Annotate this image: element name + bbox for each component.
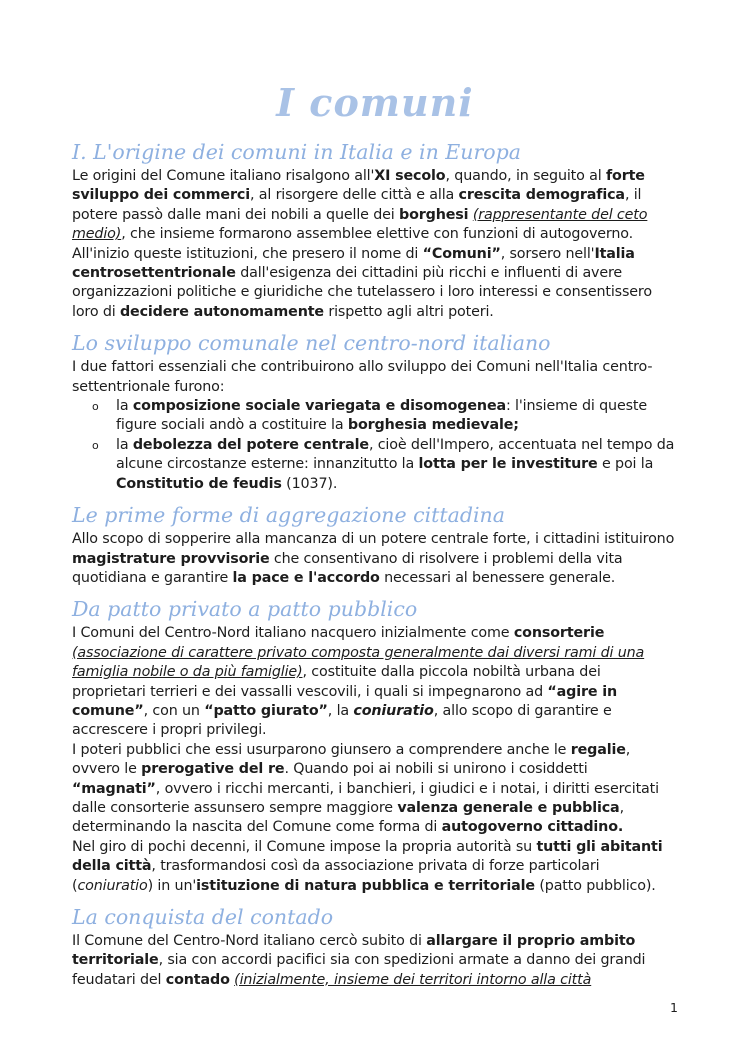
page-number: 1 [670,1000,678,1015]
section-origine [72,137,678,322]
section-heading: Da patto privato a patto pubblico [72,597,418,622]
list-item: o la debolezza del potere centrale, cioè dell'Impero, accentuata nel tempo da alcune circostanze esterne: innanzitutto la lotta per le investiture e poi la Constitutio de feudis (1037). [116,436,678,494]
section-heading: Lo sviluppo comunale nel centro-nord italiano [72,331,551,356]
section-heading: I. L'origine dei comuni in Italia e in Europa [72,140,521,164]
paragraph: Il Comune del Centro-Nord italiano cercò subito di allargare il proprio ambito territoriale, sia con accordi pacifici sia con spedizioni armate a danno dei grandi feudatari del contado (inizialmente, insieme dei territori intorno alla città [72,933,646,988]
bullet-list [72,397,678,494]
section-heading: Le prime forme di aggregazione cittadina [72,503,505,528]
page-title: I comuni [276,80,474,125]
paragraph: I poteri pubblici che essi usurparono giunsero a comprendere anche le regalie, ovvero le prerogative del re. Quando poi ai nobili si unirono i cosiddetti “magnati”, ovvero i ricchi mercanti, i banchieri, i giudici e i notai, i diritti esercitati dalle consorterie assunsero sempre maggiore valenza generale e pubblica, determinando la nascita del Comune come forma di autogoverno cittadino. [72,741,659,836]
list-item: o la composizione sociale variegata e disomogenea: l'insieme di queste figure sociali andò a costituire la borghesia medievale; [116,397,678,436]
section-aggregazione [72,500,678,588]
document-body [72,137,678,990]
paragraph: I due fattori essenziali che contribuirono allo sviluppo dei Comuni nell'Italia centro-settentrionale furono: [72,359,653,395]
paragraph: All'inizio queste istituzioni, che presero il nome di “Comuni”, sorsero nell'Italia centrosettentrionale dall'esigenza dei cittadini più ricchi e influenti di avere organizzazioni politiche e giuridiche che tutelassero i loro interessi e consentissero loro di decidere autonomamente rispetto agli altri poteri. [72,245,652,320]
section-heading: La conquista del contado [72,905,334,929]
paragraph: Nel giro di pochi decenni, il Comune impose la propria autorità su tutti gli abitanti della città, trasformandosi così da associazione privata di forze particolari (coniuratio) in un'istituzione di natura pubblica e territoriale (patto pubblico). [72,838,663,894]
section-patto [72,594,678,896]
paragraph: Le origini del Comune italiano risalgono all'XI secolo, quando, in seguito al forte sviluppo dei commerci, al risorgere delle città e alla crescita demografica, il potere passò dalle mani dei nobili a quelle dei borghesi (rappresentante del ceto medio), che insieme formarono assemblee elettive con funzioni di autogoverno. [72,168,648,243]
section-contado [72,902,678,990]
paragraph: Allo scopo di sopperire alla mancanza di un potere centrale forte, i cittadini istituirono magistrature provvisorie che consentivano di risolvere i problemi della vita quotidiana e garantire la pace e l'accordo necessari al benessere generale. [72,531,675,586]
paragraph: I Comuni del Centro-Nord italiano nacquero inizialmente come consorterie (associazione di carattere privato composta generalmente dai diversi rami di una famiglia nobile o da più famiglie), costituite dalla piccola nobiltà urbana dei proprietari terrieri e dei vassalli vescovili, i quali si impegnarono ad “agire in comune”, con un “patto giurato”, la coniuratio, allo scopo di garantire e accrescere i propri privilegi. [72,625,645,739]
section-sviluppo [72,328,678,494]
